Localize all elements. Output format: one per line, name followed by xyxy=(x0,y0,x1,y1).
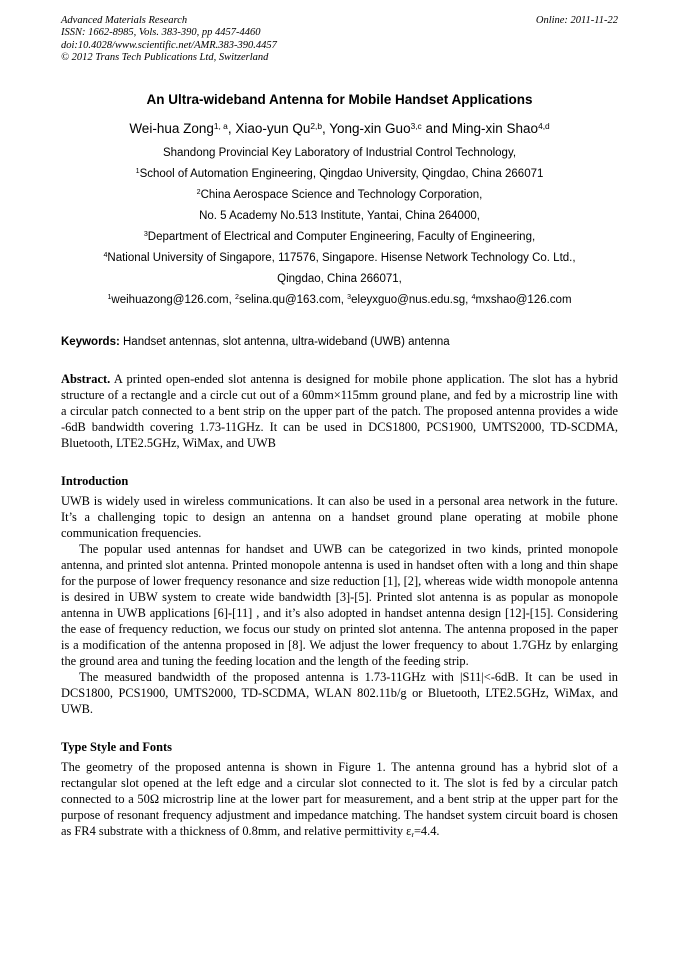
affiliation-text: Department of Electrical and Computer Engineering, Faculty of Engineering, xyxy=(147,230,536,243)
intro-paragraph-3: The measured bandwidth of the proposed antenna is 1.73-11GHz with |S11|<-6dB. It can be used in DCS1800, PCS1900, UMTS2000, TD-SCDMA, WLAN 802.11b/g or Bluetooth, LTE2.5GHz, WiMax, and UWB. xyxy=(61,669,618,716)
affiliation-line xyxy=(61,143,618,164)
paragraph-text: The geometry of the proposed antenna is shown in Figure 1. The antenna ground has a hybrid slot of a rectangular slot opened at the left edge and a circular slot connected to it. The slot is fed by a circular patch connected to a 50Ω microstrip line at the lower part for measurement, and a bent strip at the upper part for the purpose of resonant frequency adjustment and impedance matching. The handset system circuit board is chosen as FR4 substrate with a thickness of 0.8mm, and relative permittivity ε xyxy=(61,759,618,838)
publication-header-row xyxy=(61,15,618,27)
affiliation-line xyxy=(61,185,618,206)
author-name: Wei-hua Zong xyxy=(129,120,214,136)
author-name: Yong-xin Guo xyxy=(329,120,411,136)
paper-title: An Ultra-wideband Antenna for Mobile Handset Applications xyxy=(146,91,533,107)
author-separator: and xyxy=(421,120,452,136)
section-heading-introduction: Introduction xyxy=(61,473,129,488)
issn-line: ISSN: 1662-8985, Vols. 383-390, pp 4457-4460 xyxy=(61,27,261,39)
author-affil-mark: 4,d xyxy=(538,120,550,131)
email-text: mxshao@126.com xyxy=(475,293,572,306)
section-heading-type-style: Type Style and Fonts xyxy=(61,739,172,754)
affiliation-line xyxy=(61,206,618,227)
epsilon-subscript: r xyxy=(411,829,414,839)
affiliation-mark: 2 xyxy=(196,188,201,197)
abstract-text: A printed open-ended slot antenna is designed for mobile phone application. The slot has a hybrid structure of a rectangle and a circle cut out of a 60mm×115mm ground plane, and fed by a microstrip line with a circular patch connected to a bent strip on the upper part of the patch. The proposed antenna provides a wide -6dB bandwidth covering 1.73-11GHz. It can be used in DCS1800, PCS1900, UMTS2000, TD-SCDMA, Bluetooth, LTE2.5GHz, WiMax, and UWB xyxy=(61,371,618,450)
keywords-text: Handset antennas, slot antenna, ultra-wideband (UWB) antenna xyxy=(123,335,450,348)
email-mark: 2 xyxy=(234,293,239,302)
email-text: selina.qu@163.com, xyxy=(238,293,348,306)
author-separator: , xyxy=(322,120,330,136)
affiliation-line xyxy=(61,227,618,248)
affiliation-line xyxy=(61,269,618,290)
email-mark: 3 xyxy=(347,293,352,302)
abstract-paragraph xyxy=(61,371,618,451)
type-style-paragraph xyxy=(61,759,618,839)
affiliations-block xyxy=(61,143,618,311)
publication-header xyxy=(61,15,618,65)
author-name: Ming-xin Shao xyxy=(451,120,539,136)
author-name: Xiao-yun Qu xyxy=(235,120,311,136)
affiliation-line xyxy=(61,164,618,185)
intro-paragraph-2: The popular used antennas for handset and UWB can be categorized in two kinds, printed monopole antenna, and printed slot antenna. Printed monopole antenna is used in handset often with a long and thin shape for the purpose of lower frequency resonance and size reduction [1], [2], whereas wide width monopole antenna is desired in UBW system to create wide bandwidth [3]-[5]. Printed slot antenna is as popular as monopole antenna in UWB applications [6]-[11] , and it’s also adopted in handset antenna design [12]-[15]. Considering the ease of frequency reduction, we focus our study on printed slot antenna. The antenna proposed in the paper is a modification of the antenna proposed in [8]. We adjust the lower frequency to about 1.7GHz by enlarging the ground area and tuning the feeding location and the length of the feeding strip. xyxy=(61,541,618,668)
paragraph-text-tail: =4.4. xyxy=(413,823,440,838)
affiliation-mark: 1 xyxy=(135,167,140,176)
authors-line xyxy=(61,121,618,136)
intro-paragraph-1: UWB is widely used in wireless communications. It can also be used in a personal area network in the future. It’s a challenging topic to design an antenna on a handset ground plane operating at mobile phone communication frequencies. xyxy=(61,493,618,540)
affiliation-text: School of Automation Engineering, Qingdao University, Qingdao, China 266071 xyxy=(139,167,544,180)
affiliation-mark: 4 xyxy=(103,251,108,260)
affiliation-text: Qingdao, China 266071, xyxy=(277,272,402,285)
online-date: Online: 2011-11-22 xyxy=(535,15,618,26)
email-text: eleyxguo@nus.edu.sg, xyxy=(351,293,472,306)
copyright-line: © 2012 Trans Tech Publications Ltd, Switzerland xyxy=(61,52,269,64)
email-mark: 1 xyxy=(107,293,112,302)
keywords-label: Keywords: xyxy=(61,335,120,348)
journal-name: Advanced Materials Research xyxy=(61,15,188,26)
affiliation-text: National University of Singapore, 117576, Singapore. Hisense Network Technology Co. Ltd., xyxy=(107,251,576,264)
author-affil-mark: 2,b xyxy=(310,120,322,131)
author-emails-line xyxy=(61,290,618,311)
doi-line: doi:10.4028/www.scientific.net/AMR.383-390.4457 xyxy=(61,39,277,51)
author-affil-mark: 1, a xyxy=(213,120,228,131)
author-separator: , xyxy=(227,120,236,136)
affiliation-text: Shandong Provincial Key Laboratory of Industrial Control Technology, xyxy=(162,146,517,159)
affiliation-line xyxy=(61,248,618,269)
email-text: weihuazong@126.com, xyxy=(111,293,235,306)
affiliation-text: No. 5 Academy No.513 Institute, Yantai, China 264000, xyxy=(199,209,480,222)
email-mark: 4 xyxy=(471,293,476,302)
author-affil-mark: 3,c xyxy=(410,120,422,131)
affiliation-mark: 3 xyxy=(143,230,148,239)
abstract-label: Abstract. xyxy=(61,371,111,386)
keywords-line xyxy=(61,335,618,350)
affiliation-text: China Aerospace Science and Technology Corporation, xyxy=(200,188,483,201)
